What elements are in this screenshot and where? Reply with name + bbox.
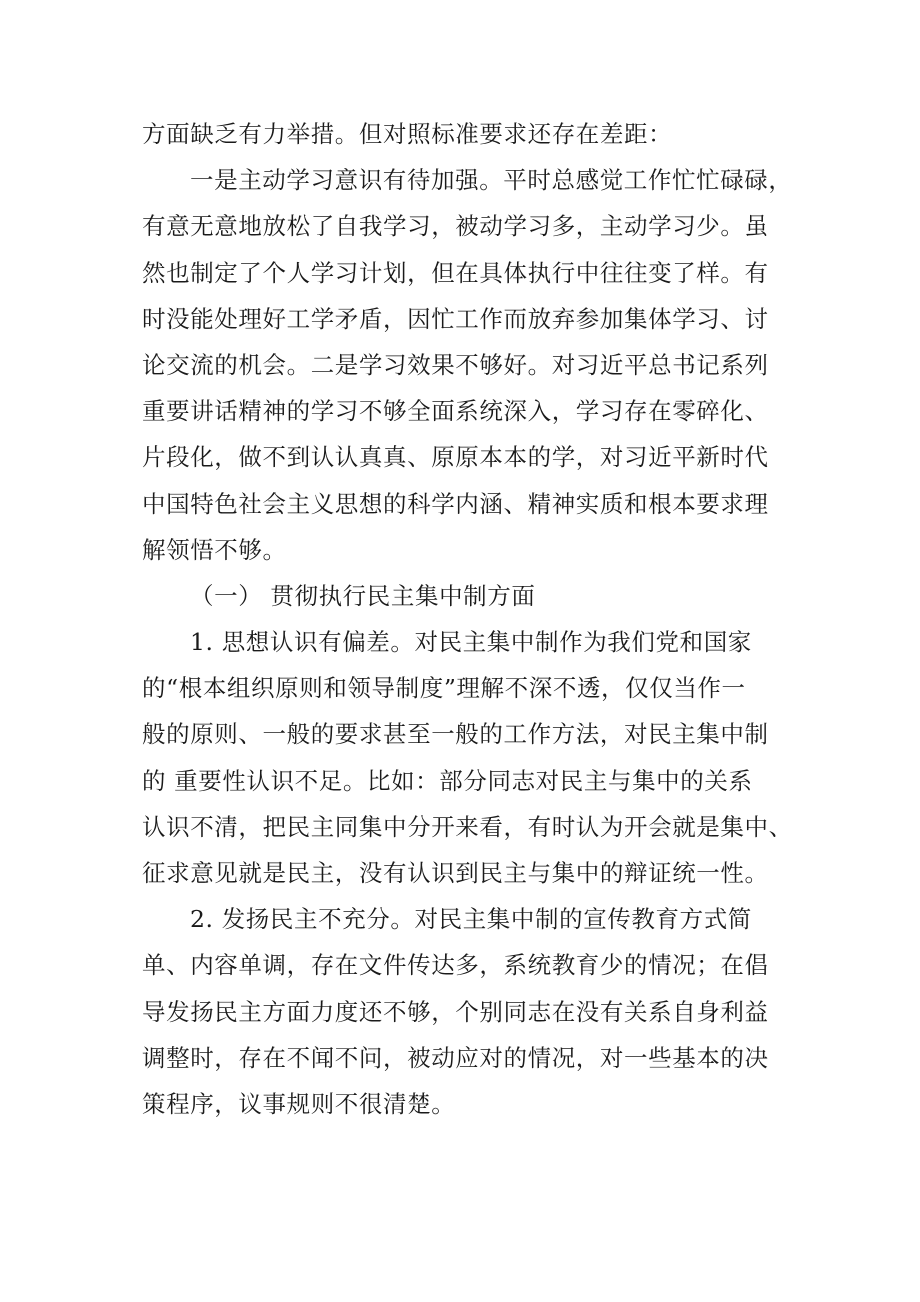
text-line: 解领悟不够。 [142,535,287,564]
text-line: 单、内容单调，存在文件传达多，系统教育少的情况；在倡 [142,951,769,980]
paragraph-start-line: 2. 发扬民主不充分。对民主集中制的宣传教育方式简 [190,905,752,934]
text-line: 的“根本组织原则和领导制度”理解不深不透，仅仅当作一 [142,674,746,703]
text-line: 认识不清，把民主同集中分开来看，有时认为开会就是集中、 [142,812,793,841]
text-line: 有意无意地放松了自我学习，被动学习多，主动学习少。虽 [142,212,769,241]
paragraph-start-line: 一是主动学习意识有待加强。平时总感觉工作忙忙碌碌， [190,166,793,195]
text-line: 征求意见就是民主，没有认识到民主与集中的辩证统一性。 [142,859,769,887]
text-line: 调整时，存在不闻不问，被动应对的情况，对一些基本的决 [142,1043,769,1072]
text-line: 方面缺乏有力举措。但对照标准要求还存在差距： [142,120,673,148]
text-line: 导发扬民主方面力度还不够，个别同志在没有关系自身利益 [142,997,769,1026]
text-line: 论交流的机会。二是学习效果不够好。对习近平总书记系列 [142,350,769,379]
text-line: 般的原则、一般的要求甚至一般的工作方法，对民主集中制 [142,720,769,749]
text-line: 然也制定了个人学习计划，但在具体执行中往往变了样。有 [142,258,769,287]
text-line: 中国特色社会主义思想的科学内涵、精神实质和根本要求理 [142,489,769,518]
text-line: 时没能处理好工学矛盾，因忙工作而放弃参加集体学习、讨 [142,304,769,333]
text-line: 策程序，议事规则不很清楚。 [142,1089,456,1118]
text-line: 片段化，做不到认认真真、原原本本的学，对习近平新时代 [142,443,769,472]
document-body [142,111,793,1127]
paragraph-start-line: 1. 思想认识有偏差。对民主集中制作为我们党和国家 [190,628,752,657]
section-heading: （一） 贯彻执行民主集中制方面 [190,581,536,610]
text-line: 重要讲话精神的学习不够全面系统深入，学习存在零碎化、 [142,397,769,426]
text-line: 的 重要性认识不足。比如：部分同志对民主与集中的关系 [142,766,753,795]
